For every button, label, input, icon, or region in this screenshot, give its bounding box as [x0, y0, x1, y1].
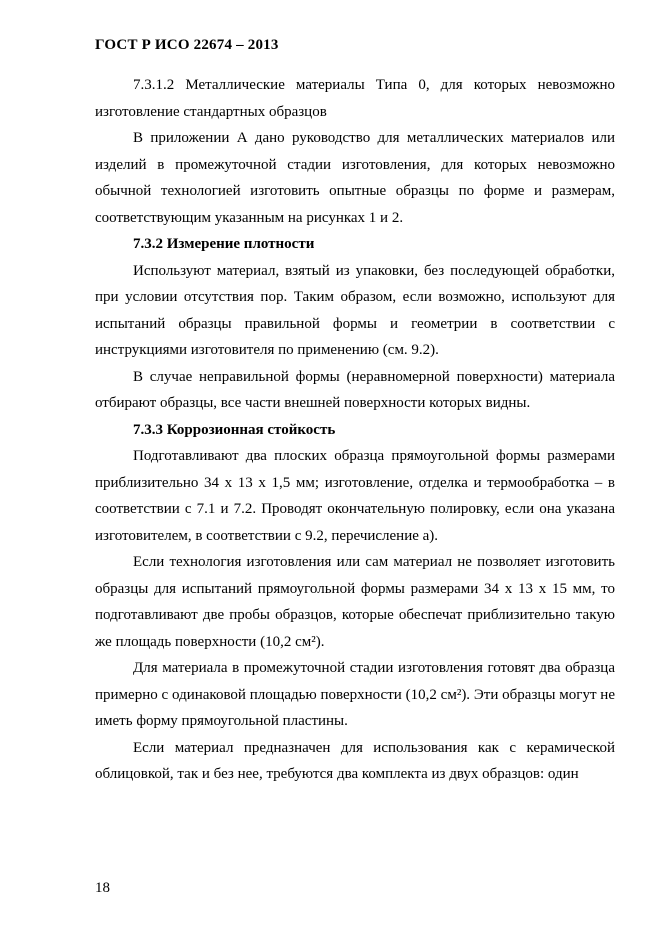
- paragraph-density-sample: Используют материал, взятый из упаковки, без последующей обработки, при условии отсутствия пор. Таким образом, если возможно, используют для испытаний образцы правильной формы и геометрии в соответствии с инструкциями изготовителя по применению (см. 9.2).: [95, 262, 615, 358]
- paragraph-ceramic-veneer: Если материал предназначен для использования как с керамической облицовкой, так и без нее, требуются два комплекта из двух образцов: один: [95, 739, 615, 782]
- paragraph-irregular-shape: В случае неправильной формы (неравномерной поверхности) материала отбирают образцы, все части внешней поверхности которых видны.: [95, 368, 615, 411]
- section-heading-7-3-3: 7.3.3 Коррозионная стойкость: [133, 421, 336, 438]
- paragraph-alternative-samples: Если технология изготовления или сам материал не позволяет изготовить образцы для испытаний прямоугольной формы размерами 34 x 13 x 15 мм, то подготавливают две пробы образцов, которые обеспечат приблизительно такую же площадь поверхности (10,2 см²).: [95, 554, 615, 650]
- document-header: ГОСТ Р ИСО 22674 – 2013: [95, 37, 279, 53]
- page-number: 18: [95, 880, 110, 896]
- paragraph-prepare-samples: Подготавливают два плоских образца прямоугольной формы размерами приблизительно 34 x 13 x 1,5 мм; изготовление, отделка и термообработка – в соответствии с 7.1 и 7.2. Проводят окончательную полировку, если она указана изготовителем, в соответствии с 9.2, перечисление а).: [95, 448, 615, 544]
- paragraph-intermediate-stage: Для материала в промежуточной стадии изготовления готовят два образца примерно с одинаковой площадью поверхности (10,2 см²). Эти образцы могут не иметь форму прямоугольной пластины.: [95, 660, 615, 729]
- page-body: [95, 72, 615, 788]
- section-heading-7-3-2: 7.3.2 Измерение плотности: [133, 236, 315, 252]
- paragraph-7-3-1-2: 7.3.1.2 Металлические материалы Типа 0, для которых невозможно изготовление стандартных образцов: [95, 77, 615, 120]
- paragraph-appendix-a-note: В приложении А дано руководство для металлических материалов или изделий в промежуточной стадии изготовления, для которых невозможно обычной технологией изготовить опытные образцы по форме и размерам, соответствующим указанным на рисунках 1 и 2.: [95, 130, 615, 226]
